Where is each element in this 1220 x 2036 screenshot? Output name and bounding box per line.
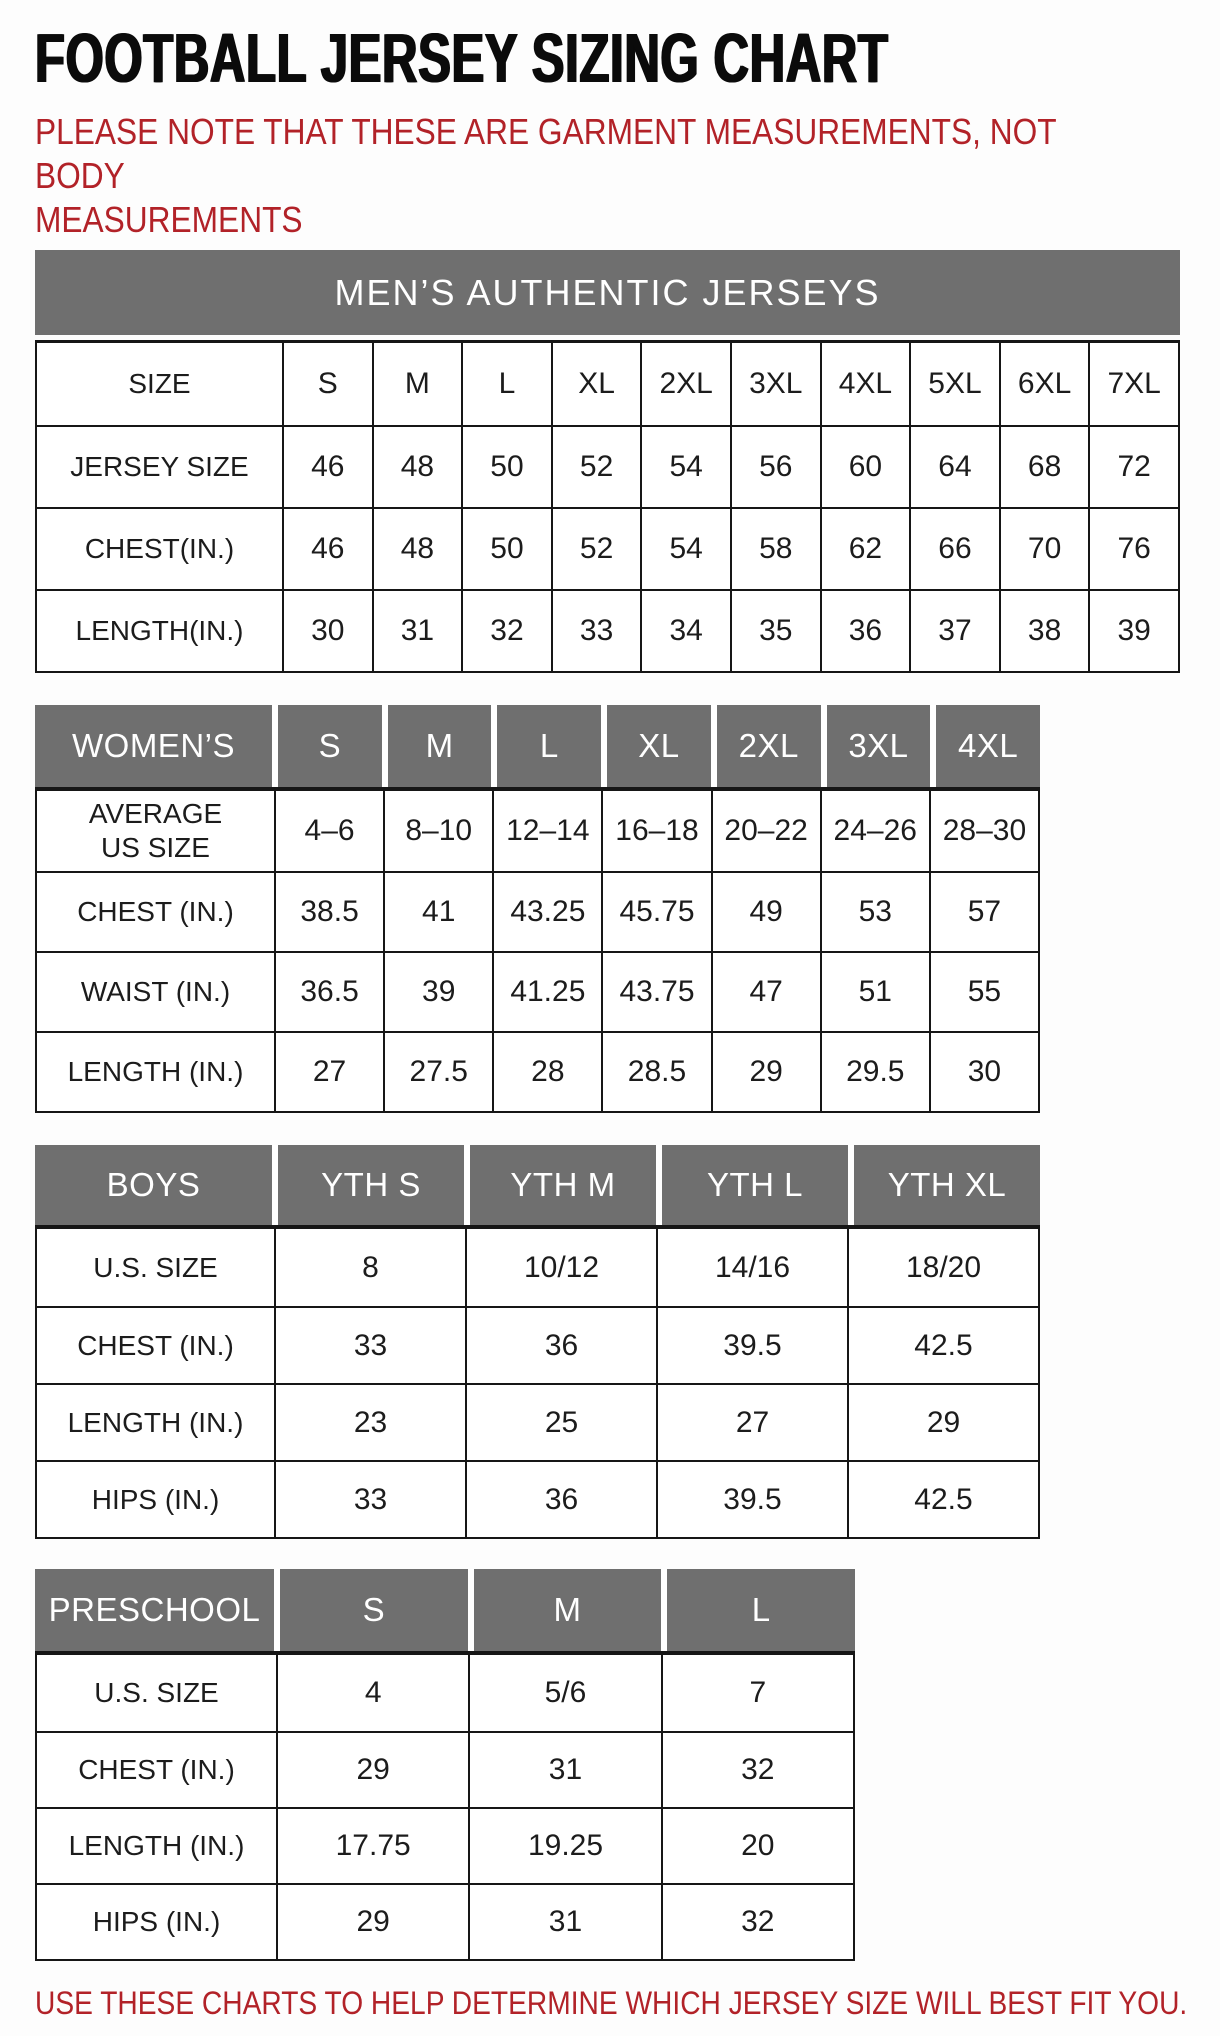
- womens-sizing-table: [35, 705, 1040, 1113]
- table-data-cell: 53: [820, 871, 929, 951]
- table-data-cell: 30: [929, 1031, 1038, 1111]
- table-data-cell: 54: [640, 425, 730, 507]
- table-data-cell: 19.25: [468, 1807, 660, 1883]
- table-data-cell: 29: [276, 1883, 468, 1959]
- table-data-cell: 36: [465, 1306, 656, 1383]
- table-data-cell: 60: [820, 425, 910, 507]
- table-header-cell: PRESCHOOL: [35, 1569, 274, 1651]
- table-data-cell: 45.75: [601, 871, 710, 951]
- table-data-cell: 25: [465, 1383, 656, 1460]
- table-data-cell: 50: [461, 507, 551, 589]
- table-header-row: [35, 705, 1040, 787]
- table-data-cell: 29.5: [820, 1031, 929, 1111]
- table-data-cell: 38.5: [274, 871, 383, 951]
- table-data-cell: 48: [372, 507, 462, 589]
- table-header-cell: XL: [601, 705, 711, 787]
- table-data-cell: 20: [661, 1807, 853, 1883]
- table-data-cell: 32: [661, 1731, 853, 1807]
- table-data-cell: 36: [820, 589, 910, 671]
- mens-authentic-jerseys-table: [35, 250, 1180, 673]
- table-title-header: MEN’S AUTHENTIC JERSEYS: [35, 250, 1180, 335]
- row-label-cell: HIPS (IN.): [37, 1883, 276, 1959]
- table-data-cell: 43.25: [492, 871, 601, 951]
- table-data-cell: 33: [274, 1460, 465, 1537]
- row-label-cell: AVERAGE US SIZE: [37, 791, 274, 871]
- row-label-cell: CHEST(IN.): [37, 507, 282, 589]
- table-data-cell: 70: [999, 507, 1089, 589]
- table-data-cell: 6XL: [999, 343, 1089, 425]
- row-label-cell: U.S. SIZE: [37, 1229, 274, 1306]
- table-data-cell: 36: [465, 1460, 656, 1537]
- page-title: FOOTBALL JERSEY SIZING CHART: [35, 19, 889, 97]
- table-data-cell: 42.5: [847, 1306, 1038, 1383]
- row-label-cell: HIPS (IN.): [37, 1460, 274, 1537]
- row-label-cell: LENGTH (IN.): [37, 1383, 274, 1460]
- table-data-cell: 4XL: [820, 343, 910, 425]
- table-data-cell: 2XL: [640, 343, 730, 425]
- table-data-cell: L: [461, 343, 551, 425]
- table-data-cell: M: [372, 343, 462, 425]
- table-data-cell: 31: [372, 589, 462, 671]
- table-body: [35, 340, 1180, 673]
- table-header-cell: WOMEN’S: [35, 705, 272, 787]
- table-header-cell: S: [274, 1569, 468, 1651]
- table-data-cell: 52: [551, 425, 641, 507]
- table-data-cell: 72: [1088, 425, 1178, 507]
- table-data-cell: 7XL: [1088, 343, 1178, 425]
- table-header-cell: 4XL: [930, 705, 1040, 787]
- table-data-cell: 12–14: [492, 791, 601, 871]
- table-data-cell: 27: [274, 1031, 383, 1111]
- table-data-cell: 39: [1088, 589, 1178, 671]
- table-data-cell: 3XL: [730, 343, 820, 425]
- row-label-cell: LENGTH (IN.): [37, 1031, 274, 1111]
- table-header-cell: YTH M: [464, 1145, 656, 1225]
- table-header-row: [35, 1569, 855, 1651]
- table-data-cell: 32: [661, 1883, 853, 1959]
- table-header-cell: M: [382, 705, 492, 787]
- row-label-cell: LENGTH(IN.): [37, 589, 282, 671]
- table-data-cell: 39.5: [656, 1460, 847, 1537]
- table-data-cell: 8: [274, 1229, 465, 1306]
- table-data-cell: 29: [847, 1383, 1038, 1460]
- table-data-cell: 29: [276, 1731, 468, 1807]
- table-data-cell: 28–30: [929, 791, 1038, 871]
- table-data-cell: 57: [929, 871, 1038, 951]
- table-data-cell: 18/20: [847, 1229, 1038, 1306]
- table-data-cell: 4–6: [274, 791, 383, 871]
- table-header-cell: YTH S: [272, 1145, 464, 1225]
- table-data-cell: 14/16: [656, 1229, 847, 1306]
- table-data-cell: 8–10: [383, 791, 492, 871]
- table-data-cell: 39: [383, 951, 492, 1031]
- table-data-cell: 27: [656, 1383, 847, 1460]
- table-body: [35, 1651, 855, 1961]
- table-data-cell: 42.5: [847, 1460, 1038, 1537]
- table-data-cell: 20–22: [711, 791, 820, 871]
- table-data-cell: 49: [711, 871, 820, 951]
- row-label-cell: CHEST (IN.): [37, 871, 274, 951]
- table-data-cell: 54: [640, 507, 730, 589]
- table-header-cell: L: [661, 1569, 855, 1651]
- table-data-cell: 37: [909, 589, 999, 671]
- table-data-cell: 55: [929, 951, 1038, 1031]
- table-data-cell: 58: [730, 507, 820, 589]
- table-header-cell: 2XL: [711, 705, 821, 787]
- table-data-cell: 28.5: [601, 1031, 710, 1111]
- table-data-cell: XL: [551, 343, 641, 425]
- table-data-cell: 52: [551, 507, 641, 589]
- table-data-cell: 17.75: [276, 1807, 468, 1883]
- footer-note: USE THESE CHARTS TO HELP DETERMINE WHICH JERSEY SIZE WILL BEST FIT YOU.: [35, 1985, 1188, 2021]
- table-data-cell: 33: [551, 589, 641, 671]
- table-data-cell: 16–18: [601, 791, 710, 871]
- table-data-cell: 10/12: [465, 1229, 656, 1306]
- table-data-cell: 36.5: [274, 951, 383, 1031]
- table-data-cell: 31: [468, 1731, 660, 1807]
- table-data-cell: 43.75: [601, 951, 710, 1031]
- row-label-cell: SIZE: [37, 343, 282, 425]
- table-data-cell: 5/6: [468, 1655, 660, 1731]
- row-label-cell: WAIST (IN.): [37, 951, 274, 1031]
- table-data-cell: 7: [661, 1655, 853, 1731]
- table-data-cell: 4: [276, 1655, 468, 1731]
- table-header-cell: S: [272, 705, 382, 787]
- table-data-cell: 24–26: [820, 791, 929, 871]
- table-header-cell: YTH L: [656, 1145, 848, 1225]
- table-data-cell: 46: [282, 425, 372, 507]
- table-data-cell: 64: [909, 425, 999, 507]
- table-header-cell: BOYS: [35, 1145, 272, 1225]
- preschool-sizing-table: [35, 1569, 855, 1961]
- table-body: [35, 1225, 1040, 1539]
- table-data-cell: 30: [282, 589, 372, 671]
- row-label-cell: U.S. SIZE: [37, 1655, 276, 1731]
- table-data-cell: 38: [999, 589, 1089, 671]
- table-data-cell: 35: [730, 589, 820, 671]
- table-data-cell: 48: [372, 425, 462, 507]
- table-data-cell: 46: [282, 507, 372, 589]
- table-body: [35, 787, 1040, 1113]
- table-data-cell: 47: [711, 951, 820, 1031]
- table-header-row: [35, 1145, 1040, 1225]
- table-data-cell: 50: [461, 425, 551, 507]
- row-label-cell: JERSEY SIZE: [37, 425, 282, 507]
- table-data-cell: 41: [383, 871, 492, 951]
- table-data-cell: 62: [820, 507, 910, 589]
- table-header-cell: YTH XL: [848, 1145, 1040, 1225]
- row-label-cell: LENGTH (IN.): [37, 1807, 276, 1883]
- table-data-cell: 41.25: [492, 951, 601, 1031]
- table-data-cell: 29: [711, 1031, 820, 1111]
- table-data-cell: 33: [274, 1306, 465, 1383]
- table-header-cell: 3XL: [821, 705, 931, 787]
- row-label-cell: CHEST (IN.): [37, 1306, 274, 1383]
- boys-sizing-table: [35, 1145, 1040, 1539]
- table-data-cell: 34: [640, 589, 730, 671]
- table-data-cell: 32: [461, 589, 551, 671]
- table-data-cell: 66: [909, 507, 999, 589]
- table-data-cell: 39.5: [656, 1306, 847, 1383]
- table-data-cell: 56: [730, 425, 820, 507]
- table-data-cell: 68: [999, 425, 1089, 507]
- table-data-cell: 23: [274, 1383, 465, 1460]
- table-data-cell: 5XL: [909, 343, 999, 425]
- table-data-cell: 28: [492, 1031, 601, 1111]
- table-data-cell: S: [282, 343, 372, 425]
- table-header-cell: M: [468, 1569, 662, 1651]
- row-label-cell: CHEST (IN.): [37, 1731, 276, 1807]
- table-data-cell: 27.5: [383, 1031, 492, 1111]
- table-header-cell: L: [491, 705, 601, 787]
- table-data-cell: 76: [1088, 507, 1178, 589]
- table-data-cell: 51: [820, 951, 929, 1031]
- garment-measurement-note: PLEASE NOTE THAT THESE ARE GARMENT MEASUREMENTS, NOT BODY MEASUREMENTS: [35, 111, 1057, 240]
- table-data-cell: 31: [468, 1883, 660, 1959]
